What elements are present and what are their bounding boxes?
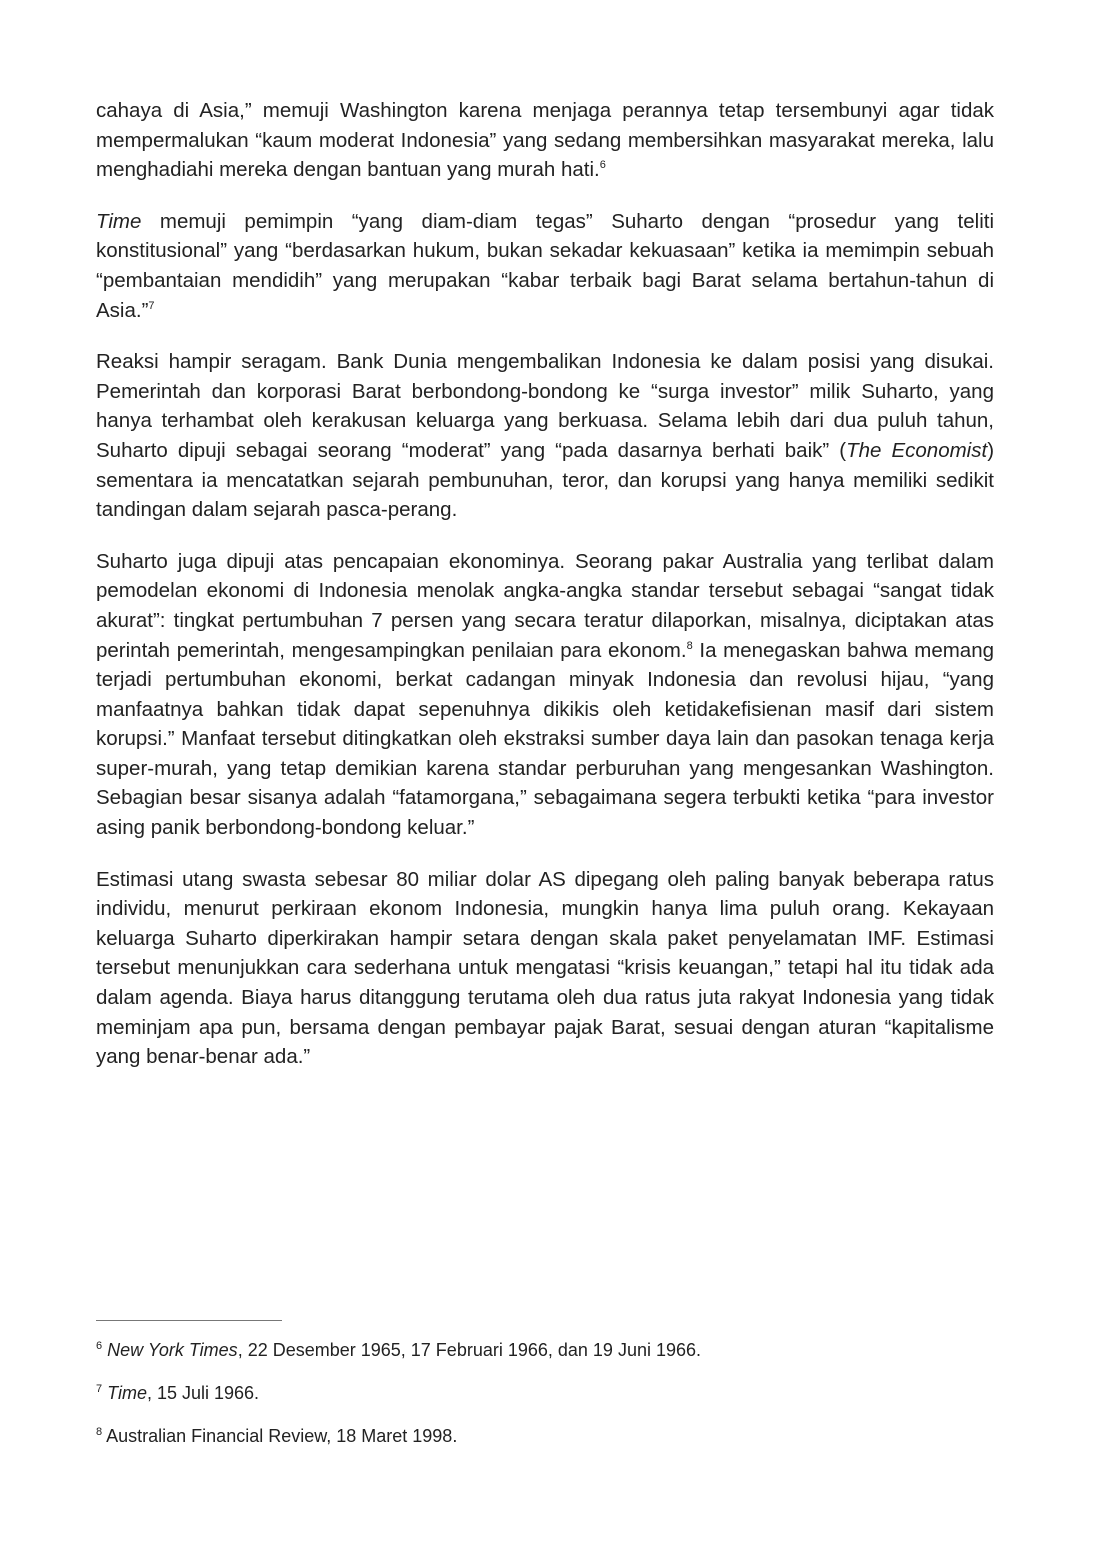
paragraph-5-text: Estimasi utang swasta sebesar 80 miliar dolar AS dipegang oleh paling banyak beberapa ratus individu, menurut perkiraan ekonom Indonesia, mungkin hanya lima puluh orang. Kekayaan keluarga Suharto diperkirakan hampir setara dengan skala paket penyelamatan IMF. Estimasi tersebut menunjukkan cara sederhana untuk mengatasi “krisis keuangan,” tetapi hal itu tidak ada dalam agenda. Biaya harus ditanggung terutama oleh dua ratus juta rakyat Indonesia yang tidak meminjam apa pun, bersama dengan pembayar pajak Barat, sesuai dengan aturan “kapitalisme yang benar-benar ada.” bbox=[96, 867, 994, 1069]
paragraph-3-text-b: ) sementara ia mencatatkan sejarah pembunuhan, teror, dan korupsi yang hanya memiliki sedikit tandingan dalam sejarah pasca-perang. bbox=[96, 438, 995, 522]
paragraph-2-italic: Time bbox=[96, 209, 142, 233]
footnote-7 bbox=[96, 1381, 994, 1405]
footnote-source: Time bbox=[107, 1383, 147, 1403]
footnote-text: , 22 Desember 1965, 17 Februari 1966, dan 19 Juni 1966. bbox=[237, 1340, 702, 1360]
footnote-ref-8[interactable]: 8 bbox=[686, 639, 693, 652]
footnote-ref-6[interactable]: 6 bbox=[599, 159, 606, 172]
footnote-number: 7 bbox=[96, 1383, 103, 1395]
paragraph-4-text-b: Ia menegaskan bahwa memang terjadi pertumbuhan ekonomi, berkat cadangan minyak Indonesia dan revolusi hijau, “yang manfaatnya bahkan tidak dapat sepenuhnya dikikis oleh ketidakefisienan masif dari sistem korupsi.” Manfaat tersebut ditingkatkan oleh ekstraksi sumber daya lain dan pasokan tenaga kerja super-murah, yang tetap demikian karena standar perburuhan yang mengesankan Washington. Sebagian besar sisanya adalah “fatamorgana,” sebagaimana segera terbukti ketika “para investor asing panik berbondong-bondong keluar.” bbox=[96, 638, 995, 840]
paragraph-3 bbox=[96, 347, 994, 525]
footnote-text: , 15 Juli 1966. bbox=[146, 1383, 260, 1403]
footnote-6 bbox=[96, 1338, 994, 1362]
paragraph-1 bbox=[96, 96, 994, 185]
footnotes bbox=[96, 1338, 994, 1467]
paragraph-4 bbox=[96, 547, 994, 843]
footnote-number: 8 bbox=[96, 1426, 103, 1438]
paragraph-3-italic: The Economist bbox=[846, 438, 988, 462]
paragraph-5 bbox=[96, 865, 994, 1072]
paragraph-3-text-a: Reaksi hampir seragam. Bank Dunia mengembalikan Indonesia ke dalam posisi yang disukai. Pemerintah dan korporasi Barat berbondong-bondong ke “surga investor” milik Suharto, yang hanya terhambat oleh kerakusan keluarga yang berkuasa. Selama lebih dari dua puluh tahun, Suharto dipuji sebagai seorang “moderat” yang “pada dasarnya berhati baik” ( bbox=[96, 350, 994, 462]
footnote-text: Australian Financial Review, 18 Maret 1998. bbox=[102, 1426, 458, 1446]
paragraph-4-text-a: Suharto juga dipuji atas pencapaian ekonominya. Seorang pakar Australia yang terlibat dalam pemodelan ekonomi di Indonesia menolak angka-angka standar tersebut sebagai “sangat tidak akurat”: tingkat pertumbuhan 7 persen yang secara teratur dilaporkan, misalnya, diciptakan atas perintah pemerintah, mengesampingkan penilaian para ekonom. bbox=[96, 549, 994, 662]
paragraph-2 bbox=[96, 207, 994, 325]
footnote-ref-7[interactable]: 7 bbox=[148, 299, 155, 312]
footnote-number: 6 bbox=[96, 1340, 103, 1352]
body-text bbox=[96, 96, 994, 1094]
footnote-divider bbox=[96, 1320, 282, 1321]
footnote-8 bbox=[96, 1424, 994, 1448]
paragraph-1-text: cahaya di Asia,” memuji Washington karena menjaga perannya tetap tersembunyi agar tidak mempermalukan “kaum moderat Indonesia” yang sedang membersihkan masyarakat mereka, lalu menghadiahi mereka dengan bantuan yang murah hati. bbox=[96, 99, 994, 182]
footnote-source: New York Times bbox=[107, 1340, 238, 1360]
paragraph-2-text: memuji pemimpin “yang diam-diam tegas” Suharto dengan “prosedur yang teliti konstitusional” yang “berdasarkan hukum, bukan sekadar kekuasaan” ketika ia memimpin sebuah “pembantaian mendidih” yang merupakan “kabar terbaik bagi Barat selama bertahun-tahun di Asia.” bbox=[96, 209, 994, 322]
